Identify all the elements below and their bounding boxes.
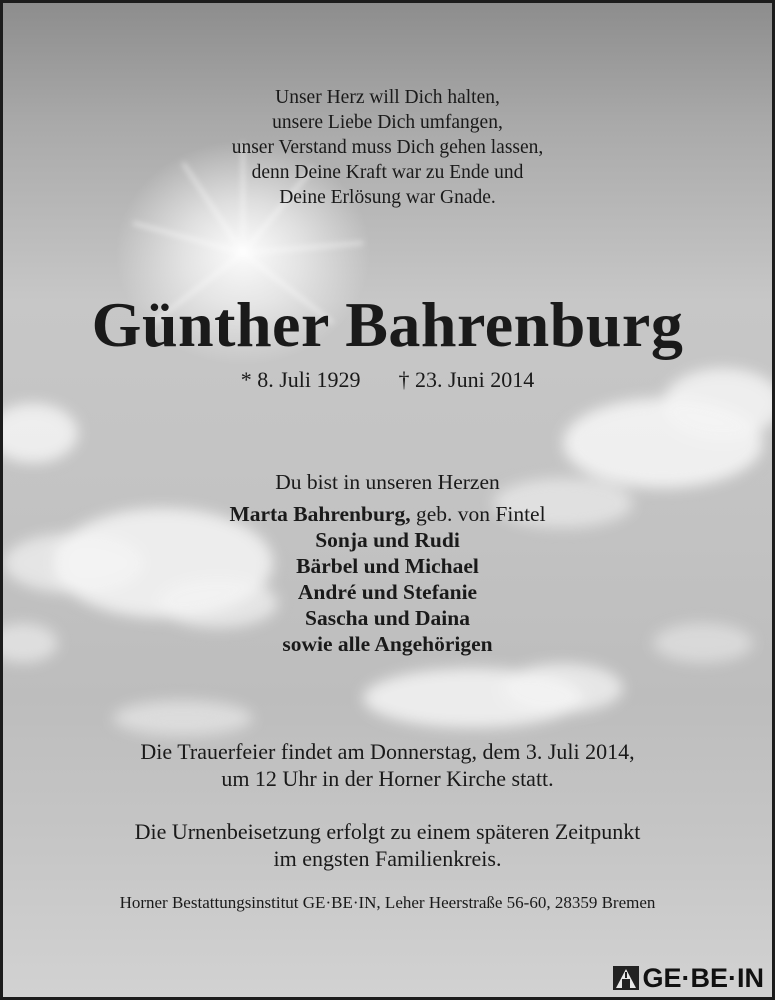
gebein-logo-icon xyxy=(613,966,639,990)
mourners-heading: Du bist in unseren Herzen xyxy=(275,470,500,494)
service-line: um 12 Uhr in der Horner Kirche statt. xyxy=(221,766,554,791)
mourners xyxy=(3,469,772,657)
mourner-line: sowie alle Angehörigen xyxy=(282,632,493,656)
poem xyxy=(3,85,772,210)
mourner-primary-suffix: geb. von Fintel xyxy=(415,502,546,526)
mourner-primary xyxy=(3,501,772,527)
death-date: † 23. Juni 2014 xyxy=(398,367,535,392)
mourner-line: Sonja und Rudi xyxy=(315,528,460,552)
mourner-line: Sascha und Daina xyxy=(305,606,470,630)
poem-line: unsere Liebe Dich umfangen, xyxy=(272,112,503,133)
mourner-primary-name: Marta Bahrenburg, xyxy=(229,502,411,526)
deceased-name: Günther Bahrenburg xyxy=(91,289,684,360)
poem-line: Deine Erlösung war Gnade. xyxy=(279,187,496,208)
gebein-logo-text: GE·BE·IN xyxy=(642,963,764,993)
urn-line: im engsten Familienkreis. xyxy=(273,846,502,871)
poem-line: denn Deine Kraft war zu Ende und xyxy=(251,162,524,183)
urn-burial-info xyxy=(3,818,772,872)
mourner-line: Bärbel und Michael xyxy=(296,554,479,578)
poem-line: Unser Herz will Dich halten, xyxy=(275,87,500,108)
gebein-logo xyxy=(613,963,765,993)
funeral-service-info xyxy=(3,738,772,792)
poem-line: unser Verstand muss Dich gehen lassen, xyxy=(231,137,544,158)
urn-line: Die Urnenbeisetzung erfolgt zu einem späteren Zeitpunkt xyxy=(134,819,641,844)
funeral-home-address: Horner Bestattungsinstitut GE·BE·IN, Leher Heerstraße 56-60, 28359 Bremen xyxy=(119,893,656,912)
birth-date: * 8. Juli 1929 xyxy=(240,367,361,392)
service-line: Die Trauerfeier findet am Donnerstag, dem 3. Juli 2014, xyxy=(140,739,635,764)
life-dates xyxy=(3,366,772,394)
mourner-line: André und Stefanie xyxy=(297,580,478,604)
